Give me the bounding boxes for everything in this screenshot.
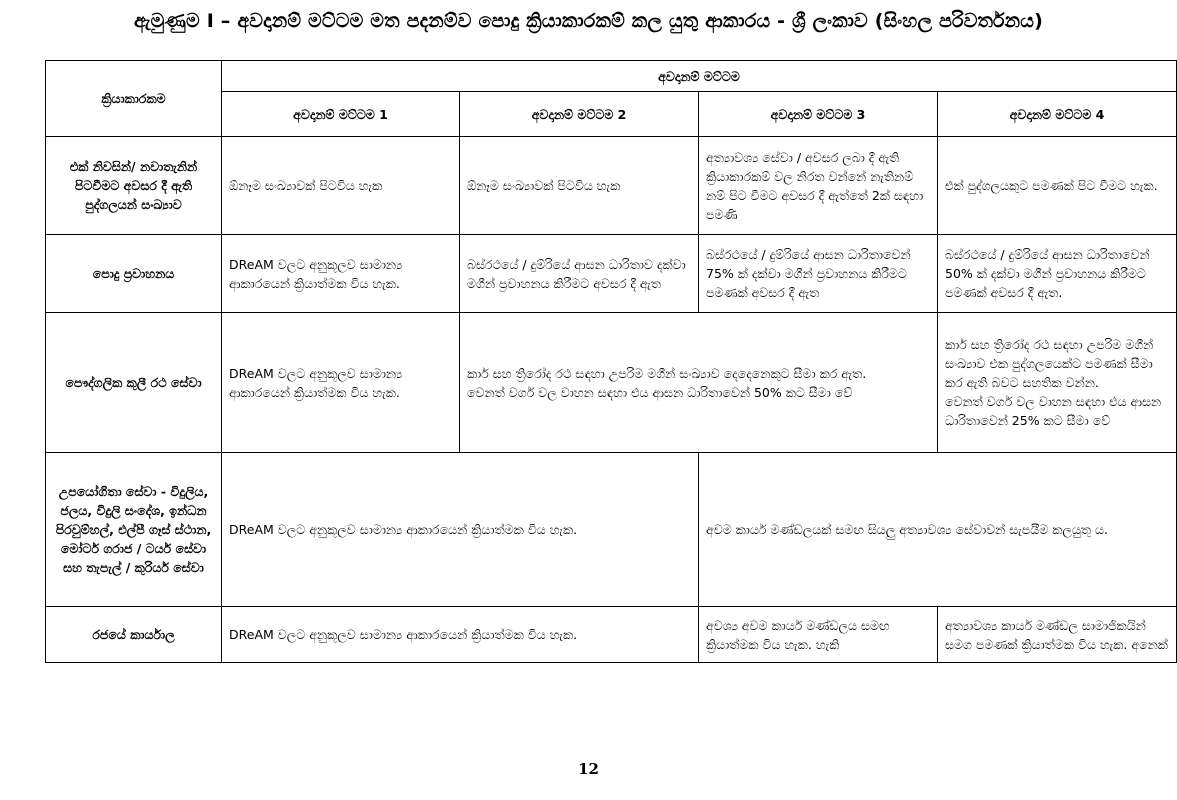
activity-government-offices: රජයේ කාර්යාල [46,607,222,663]
header-level-3: අවදානම් මට්ටම 3 [699,92,938,137]
risk-level-table [45,60,1177,663]
cell-text: කාර් සහ ත්‍රිරෝද රථ සඳහා උපරිම මගීන් සංඛ්‍යාව එක පුද්ගලයෙක්ට පමණක් සීමා කර ඇති බවට සහතික වන්න. [945,337,1154,390]
activity-household-exit: එක් නිවසින්/ නවාතැනින් පිටවීමට අවසර දී ඇති පුද්ගලයන් සංඛ්‍යාව [46,137,222,235]
document-title: ඇමුණුම I – අවදානම් මට්ටම මත පදනම්ව පොදු ක්‍රියාකාරකම් කල යුතු ආකාරය - ශ්‍රී ලංකාව (සිංහල පරිවර්තනය) [133,10,1044,32]
cell-level-1-2: DReAM වලට අනුකූලව සාමාන්‍ය ආකාරයෙන් ක්‍රියාත්මක විය හැක. [222,453,699,607]
header-activity: ක්‍රියාකාරකම [46,61,222,137]
activity-utility-services: උපයෝගිතා සේවා - විදුලිය, ජලය, විදුලි සංදේශ, ඉන්ධන පිරවුම්හල්, එල්පී ගෑස් ස්ථාන, මෝටර් ගරාජ / ටයර් සේවා සහ තැපැල් / කුරියර් සේවා [46,453,222,607]
cell-level-3-4: අවම කාර්ය මණ්ඩලයක් සමඟ සියලු අත්‍යාවශ්‍ය සේවාවන් සැපයීම කලයුතු ය. [699,453,1177,607]
header-level-1: අවදානම් මට්ටම 1 [222,92,460,137]
table-row [46,453,1177,607]
cell-level-3: අවශ්‍ය අවම කාර්ය මණ්ඩලය සමඟ ක්‍රියාත්මක විය හැක. හැකි [699,607,938,663]
cell-level-4: එක් පුද්ගලයකුට පමණක් පිට වීමට හැක. [938,137,1177,235]
activity-private-hire: පෞද්ගලික කුලී රථ සේවා [46,313,222,453]
table-row [46,235,1177,313]
cell-level-4: බස්රථයේ / දුම්රියේ ආසන ධාරිතාවෙන් 50% ක් දක්වා මගීන් ප්‍රවාහනය කිරීමට පමණක් අවසර දී ඇත. [938,235,1177,313]
cell-level-1-2: DReAM වලට අනුකූලව සාමාන්‍ය ආකාරයෙන් ක්‍රියාත්මක විය හැක. [222,607,699,663]
cell-level-2-3 [460,313,938,453]
cell-text: වෙනත් වර්ග වල වාහන සඳහා එය ආසන ධාරිතාවෙන් 50% කට සීමා වේ [467,384,853,400]
activity-public-transport: පොදු ප්‍රවාහනය [46,235,222,313]
cell-text: වෙනත් වර්ග වල වාහන සඳහා එය ආසන ධාරිතාවෙන් 25% කට සීමා වේ [945,394,1162,428]
table-row [46,313,1177,453]
cell-text: කාර් සහ ත්‍රිරෝද රථ සඳහා උපරිම මගීන් සංඛ්‍යාව දෙදෙනෙකුට සීමා කර ඇත. [467,365,867,381]
cell-level-2: බස්රථයේ / දුම්රියේ ආසන ධාරිතාව දක්වා මගීන් ප්‍රවාහනය කිරීමට අවසර දී ඇත [460,235,699,313]
cell-level-3: අත්‍යාවශ්‍ය සේවා / අවසර ලබා දී ඇති ක්‍රියාකාරකම් වල නිරත වන්නේ නැතිනම් නම් පිට වීමට අවසර දී ඇත්තේ 2ක් සඳහා පමණි [699,137,938,235]
cell-level-1: DReAM වලට අනුකූලව සාමාන්‍ය ආකාරයෙන් ක්‍රියාත්මක විය හැක. [222,313,460,453]
cell-level-1: DReAM වලට අනුකූලව සාමාන්‍ය ආකාරයෙන් ක්‍රියාත්මක විය හැක. [222,235,460,313]
cell-level-4: අත්‍යාවශ්‍ය කාර්ය මණ්ඩල සාමාජිකයින් සමග පමණක් ක්‍රියාත්මක විය හැක. අනෙක් [938,607,1177,663]
header-level-4: අවදානම් මට්ටම 4 [938,92,1177,137]
table-row [46,137,1177,235]
header-level-2: අවදානම් මට්ටම 2 [460,92,699,137]
table-row [46,607,1177,663]
cell-level-2: ඕනෑම සංඛ්‍යාවක් පිටවිය හැක [460,137,699,235]
cell-level-1: ඕනෑම සංඛ්‍යාවක් පිටවිය හැක [222,137,460,235]
header-risk-level-group: අවදානම් මට්ටම [222,61,1177,92]
cell-level-4 [938,313,1177,453]
cell-level-3: බස්රථයේ / දුම්රියේ ආසන ධාරිතාවෙන් 75% ක් දක්වා මගීන් ප්‍රවාහනය කිරීමට පමණක් අවසර දී ඇත [699,235,938,313]
page-number: 12 [578,760,599,778]
